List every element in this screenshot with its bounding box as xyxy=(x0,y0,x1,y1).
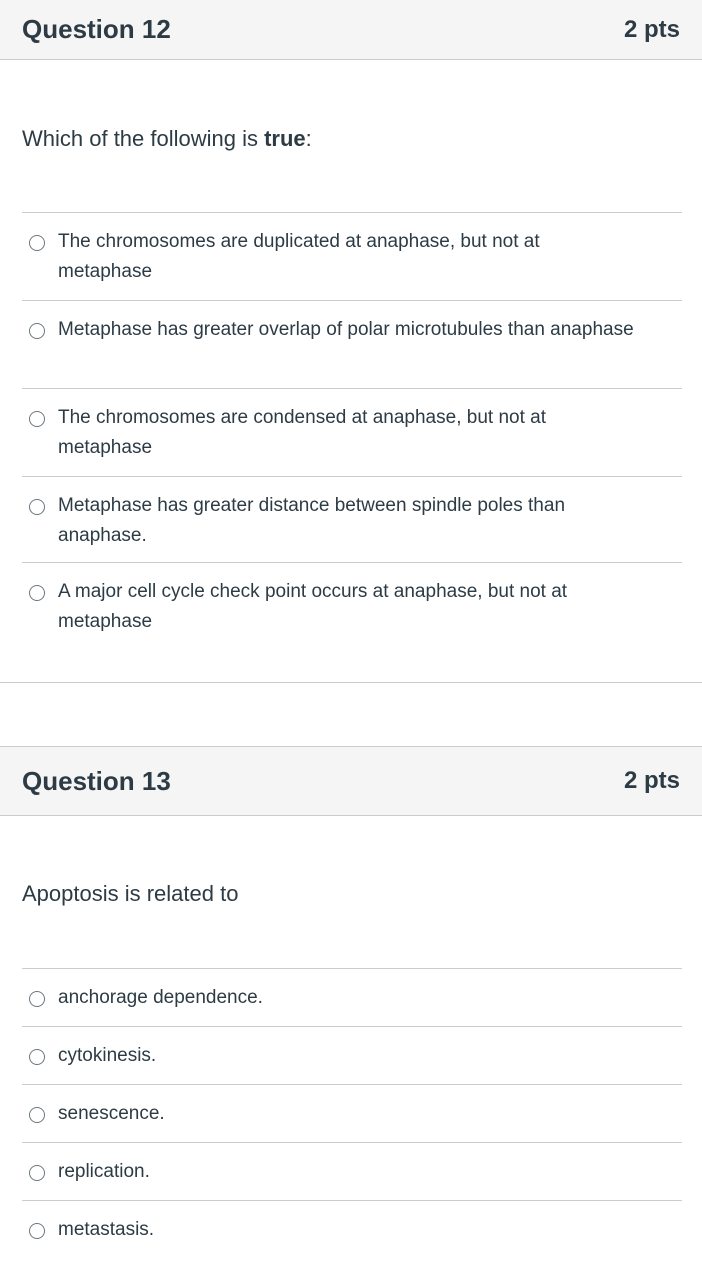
answer-option[interactable] xyxy=(22,1142,682,1200)
answer-option[interactable] xyxy=(22,1200,682,1258)
radio-button[interactable] xyxy=(29,499,45,515)
answer-option[interactable] xyxy=(22,476,682,562)
answer-label: replication. xyxy=(58,1161,150,1182)
question-header xyxy=(0,746,702,816)
answer-option[interactable] xyxy=(22,1026,682,1084)
question-title: Question 12 xyxy=(22,14,171,44)
answer-option[interactable] xyxy=(22,388,682,476)
answer-label: anchorage dependence. xyxy=(58,987,263,1008)
answer-label: Metaphase has greater overlap of polar microtubules than anaphase xyxy=(58,319,634,340)
prompt-text: Which of the following is xyxy=(22,126,265,151)
radio-button[interactable] xyxy=(29,991,45,1007)
answer-label: A major cell cycle check point occurs at anaphase, but not at metaphase xyxy=(58,581,568,632)
radio-button[interactable] xyxy=(29,585,45,601)
question-prompt: Apoptosis is related to xyxy=(22,881,239,906)
answer-list xyxy=(22,212,682,650)
radio-button[interactable] xyxy=(29,235,45,251)
question-title: Question 13 xyxy=(22,765,171,796)
answer-list xyxy=(22,968,682,1258)
prompt-emphasis: true xyxy=(264,126,306,151)
answer-label: Metaphase has greater distance between spindle poles than anaphase. xyxy=(58,495,566,546)
answer-option[interactable] xyxy=(22,300,682,388)
question-points: 2 pts xyxy=(623,15,680,43)
answer-label: metastasis. xyxy=(58,1219,155,1240)
radio-button[interactable] xyxy=(29,1223,45,1239)
answer-label: senescence. xyxy=(58,1103,165,1124)
radio-button[interactable] xyxy=(29,1107,45,1123)
answer-option[interactable] xyxy=(22,1084,682,1142)
answer-label: The chromosomes are duplicated at anaphase, but not at metaphase xyxy=(58,231,540,282)
radio-button[interactable] xyxy=(29,1165,45,1181)
answer-option[interactable] xyxy=(22,562,682,650)
answer-option[interactable] xyxy=(22,212,682,300)
answer-label: The chromosomes are condensed at anaphase, but not at metaphase xyxy=(58,407,546,458)
prompt-punctuation: : xyxy=(305,126,312,151)
question-prompt xyxy=(22,126,312,152)
radio-button[interactable] xyxy=(29,323,45,339)
radio-button[interactable] xyxy=(29,411,45,427)
question-header xyxy=(0,0,702,60)
radio-button[interactable] xyxy=(29,1049,45,1065)
question-13 xyxy=(0,746,702,1266)
question-points: 2 pts xyxy=(623,767,680,794)
answer-label: cytokinesis. xyxy=(58,1045,157,1066)
answer-option[interactable] xyxy=(22,968,682,1026)
